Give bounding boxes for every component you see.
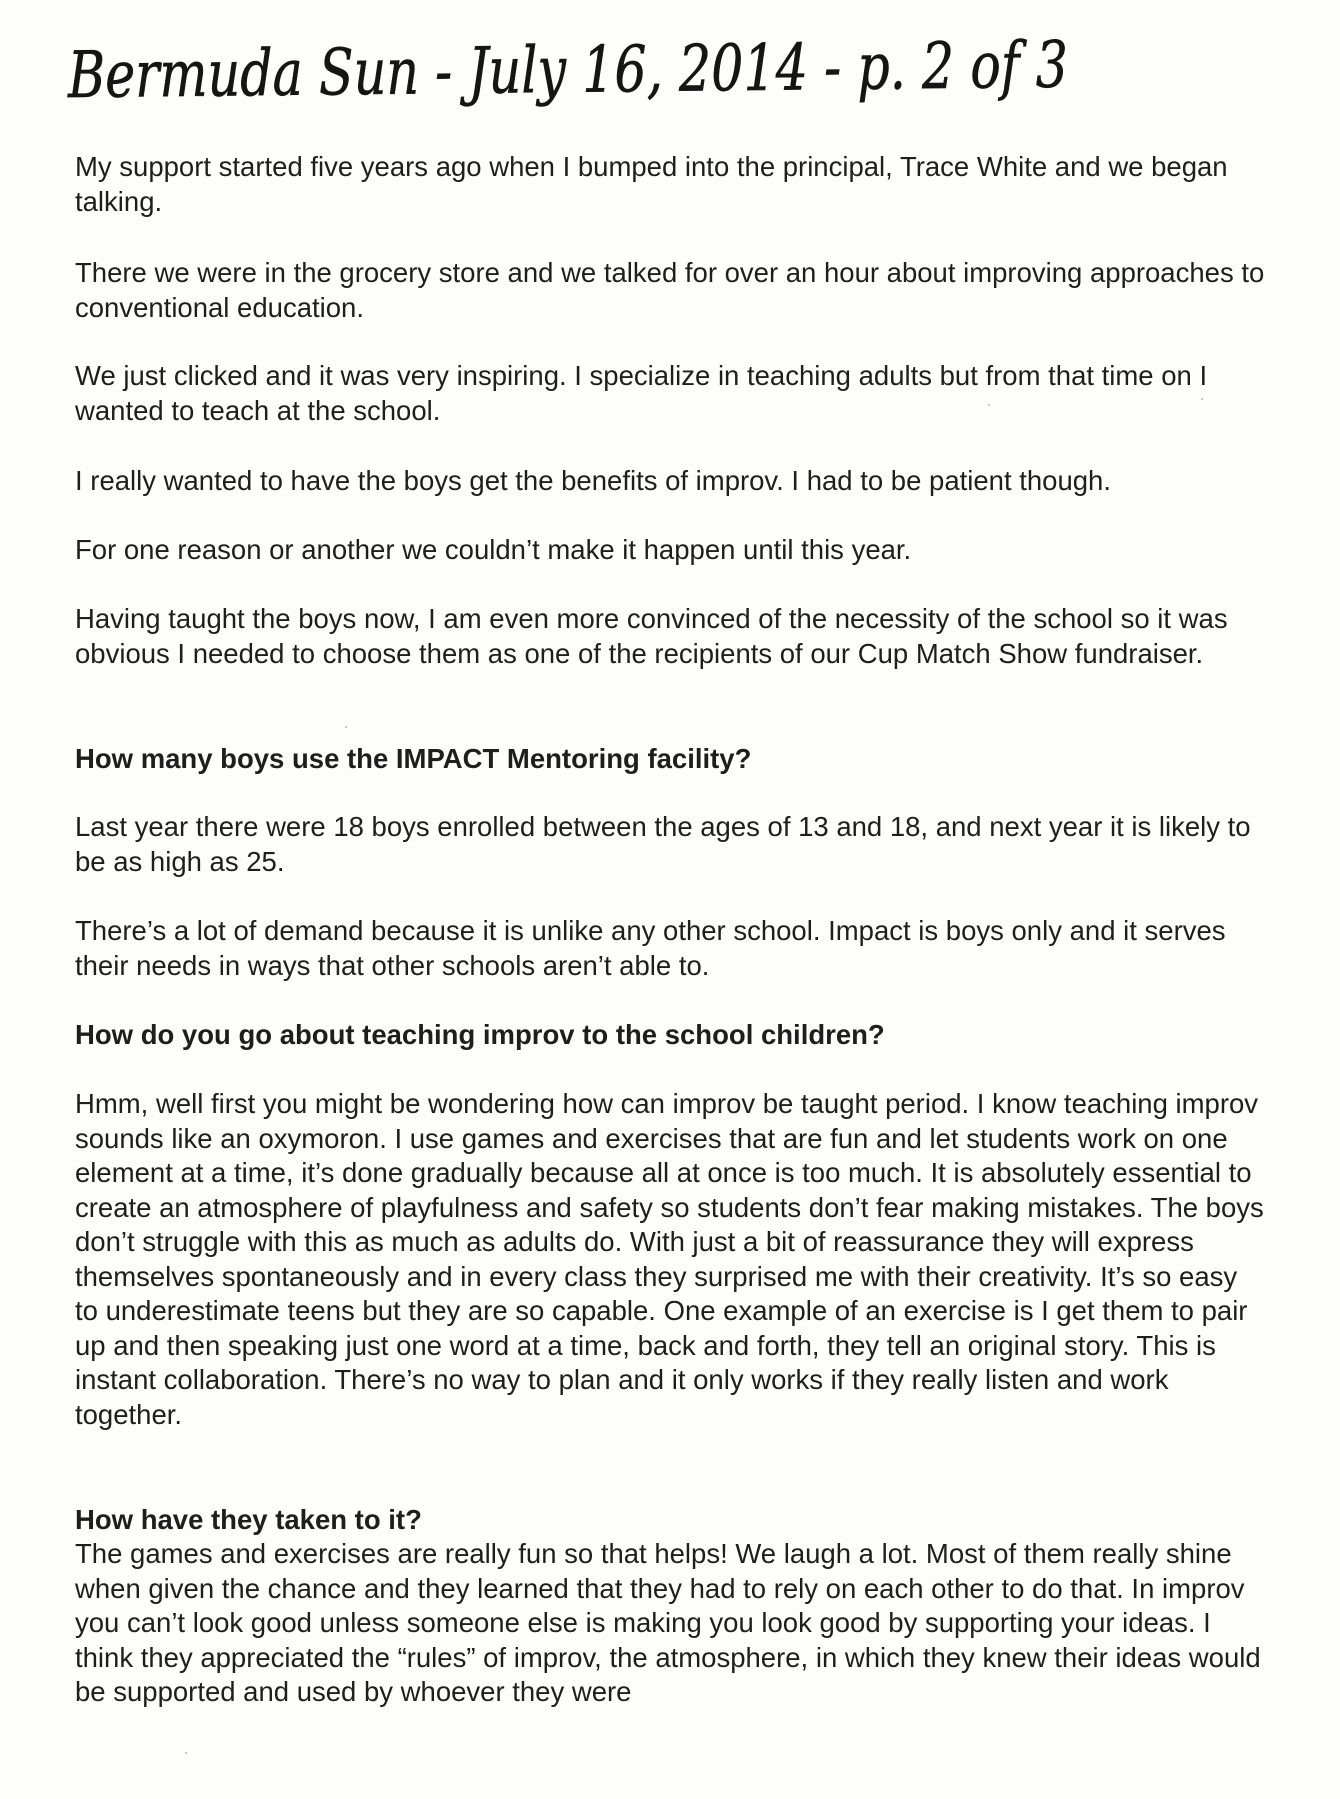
paragraph-this-year: For one reason or another we couldn’t make it happen until this year. (75, 534, 912, 565)
paragraph-demand: There’s a lot of demand because it is unlike any other school. Impact is boys only and it serves their needs in ways that other schools aren’t able to. (75, 915, 1226, 981)
scan-speck (185, 1752, 187, 1754)
question-taken-to-it: How have they taken to it? (75, 1504, 422, 1535)
handwritten-header-text: Bermuda Sun - July 16, 2014 - p. 2 of 3 (67, 25, 1331, 114)
question-teaching-improv: How do you go about teaching improv to the school children? (75, 1019, 885, 1050)
paragraph-boys-benefits: I really wanted to have the boys get the benefits of improv. I had to be patient though. (75, 465, 1111, 496)
paragraph-support-started: My support started five years ago when I bumped into the principal, Trace White and we began talking. (75, 151, 1228, 217)
question-how-many-boys: How many boys use the IMPACT Mentoring facility? (75, 743, 752, 774)
paragraph-games-fun: The games and exercises are really fun so that helps! We laugh a lot. Most of them really shine when given the chance and they learned that they had to rely on each other to do that. In improv you can’t look good unless someone else is making you look good by supporting your ideas. I think they appreciated the “rules” of improv, the atmosphere, in which they knew their ideas would be supported and used by whoever they were (75, 1538, 1261, 1707)
paragraph-enrollment: Last year there were 18 boys enrolled between the ages of 13 and 18, and next year it is likely to be as high as 25. (75, 811, 1251, 877)
scan-speck (988, 404, 990, 406)
paragraph-teaching-method: Hmm, well first you might be wondering how can improv be taught period. I know teaching improv sounds like an oxymoron. I use games and exercises that are fun and let students work on one element at a time, it’s done gradually because all at once is too much. It is absolutely essential to create an atmosphere of playfulness and safety so students don’t fear making mistakes. The boys don’t struggle with this as much as adults do. With just a bit of reassurance they will express themselves spontaneously and in every class they surprised me with their creativity. It’s so easy to underestimate teens but they are so capable. One example of an exercise is I get them to pair up and then speaking just one word at a time, back and forth, they tell an original story. This is instant collaboration. There’s no way to plan and it only works if they really listen and work together. (75, 1088, 1264, 1430)
handwritten-header (62, 18, 1331, 128)
paragraph-grocery-store: There we were in the grocery store and we talked for over an hour about improving approaches to conventional education. (75, 257, 1265, 323)
handwritten-header-svg (62, 18, 1331, 128)
paragraph-taught-boys: Having taught the boys now, I am even more convinced of the necessity of the school so it was obvious I needed to choose them as one of the recipients of our Cup Match Show fundraiser. (75, 603, 1228, 669)
paragraph-clicked: We just clicked and it was very inspiring. I specialize in teaching adults but from that time on I wanted to teach at the school. (75, 360, 1208, 426)
scan-speck (345, 726, 347, 728)
scan-speck (1201, 398, 1203, 400)
